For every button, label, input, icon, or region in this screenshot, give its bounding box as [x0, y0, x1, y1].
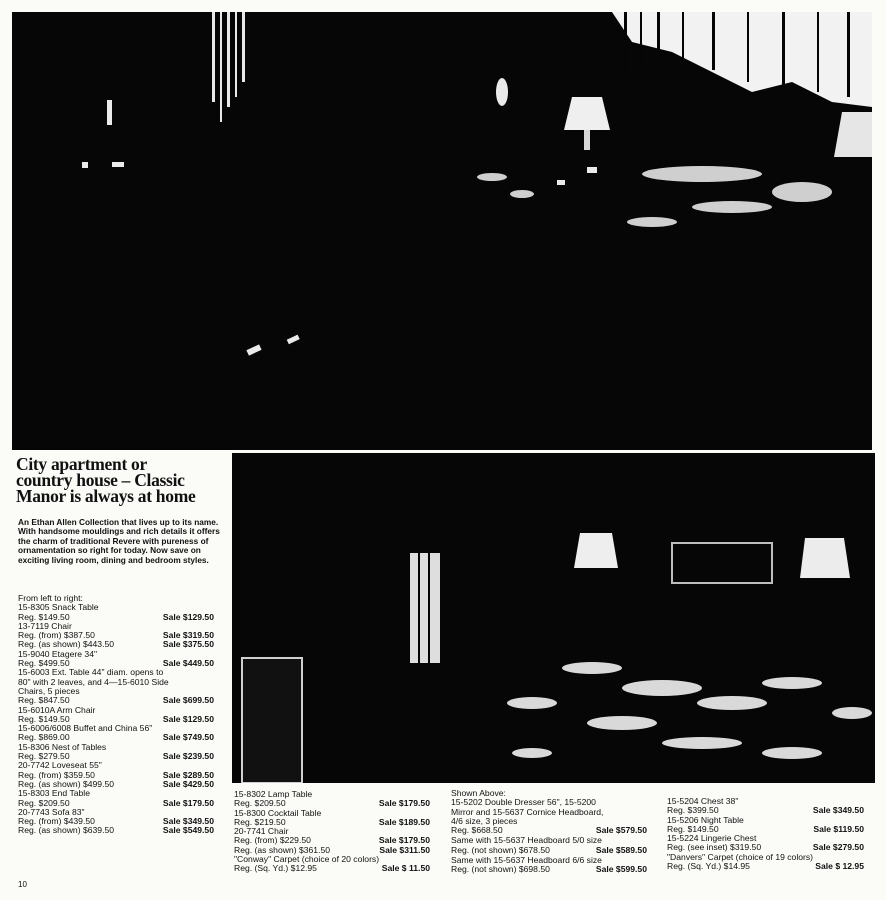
list-item: 15-6006/6008 Buffet and China 56" [18, 723, 153, 734]
sale-price: Sale $699.50 [162, 695, 214, 706]
price-list-left [18, 594, 214, 836]
regular-price: Reg. (as shown) $499.50 [18, 778, 115, 789]
bedroom-image [232, 453, 875, 783]
list-item: 20-7741 Chair [234, 826, 289, 837]
price-row [667, 862, 864, 871]
sale-price: Sale $429.50 [162, 778, 214, 789]
list-item: 15-9040 Etagere 34" [18, 648, 98, 659]
regular-price: Reg. (from) $229.50 [234, 835, 311, 846]
regular-price: Reg. $668.50 [451, 825, 503, 836]
list-item: 15-6003 Ext. Table 44" diam. opens to [18, 667, 164, 678]
sale-price: Sale $179.50 [162, 797, 214, 808]
list-item: 15-5206 Night Table [667, 814, 744, 825]
list-item: 13-7119 Chair [18, 620, 72, 631]
price-list-bedroom-2 [667, 797, 864, 871]
regular-price: Reg. $149.50 [18, 611, 70, 622]
list-item: Chairs, 5 pieces [18, 685, 80, 696]
regular-price: Reg. $399.50 [667, 805, 719, 816]
price-row [18, 826, 214, 835]
list-item: "Conway" Carpet (choice of 20 colors) [234, 854, 380, 865]
list-item: 20-7743 Sofa 83" [18, 806, 85, 817]
sale-price: Sale $239.50 [162, 751, 214, 762]
sale-price: Sale $279.50 [812, 842, 864, 853]
sale-price: Sale $179.50 [378, 835, 430, 846]
regular-price: Reg. (see inset) $319.50 [667, 842, 762, 853]
price-row [451, 865, 647, 874]
regular-price: Reg. (as shown) $639.50 [18, 825, 115, 836]
sale-price: Sale $ 12.95 [815, 861, 864, 872]
sale-price: Sale $349.50 [162, 816, 214, 827]
sale-price: Sale $589.50 [595, 844, 647, 855]
regular-price: Reg. (not shown) $698.50 [451, 864, 550, 875]
list-item: 15-5204 Chest 38" [667, 796, 739, 806]
regular-price: Reg. (as shown) $361.50 [234, 844, 331, 855]
list-item: 15-8303 End Table [18, 788, 90, 799]
list-item: 15-5202 Double Dresser 56", 15-5200 [451, 797, 596, 808]
list-lead: From left to right: [18, 593, 83, 603]
sale-price: Sale $319.50 [162, 630, 214, 641]
sale-price: Sale $129.50 [162, 713, 214, 724]
list-item: 80" with 2 leaves, and 4—15-6010 Side [18, 676, 169, 687]
price-row [451, 846, 647, 855]
regular-price: Reg. $149.50 [18, 713, 70, 724]
list-item: Shown Above: [451, 788, 506, 798]
price-list-living [234, 790, 430, 874]
page-number: 10 [18, 880, 27, 889]
sale-price: Sale $311.50 [379, 844, 430, 855]
regular-price: Reg. $279.50 [18, 751, 70, 762]
sale-price: Sale $119.50 [813, 823, 864, 834]
regular-price: Reg. $499.50 [18, 658, 70, 669]
price-list-bedroom [451, 789, 647, 875]
sale-price: Sale $579.50 [595, 825, 647, 836]
list-item: 15-8305 Snack Table [18, 602, 99, 613]
regular-price: Reg. $847.50 [18, 695, 70, 706]
regular-price: Reg. (as shown) $443.50 [18, 639, 115, 650]
regular-price: Reg. $149.50 [667, 823, 719, 834]
headline [16, 456, 230, 504]
list-item: Mirror and 15-5637 Cornice Headboard, [451, 806, 604, 817]
list-item: 15-8300 Cocktail Table [234, 807, 322, 818]
regular-price: Reg. $209.50 [18, 797, 70, 808]
regular-price: Reg. $219.50 [234, 816, 286, 827]
list-item: 15-8302 Lamp Table [234, 789, 313, 799]
regular-price: Reg. (Sq. Yd.) $14.95 [667, 861, 750, 872]
headline-line-3: Manor is always at home [16, 486, 196, 506]
living-room-image [12, 12, 872, 450]
list-item: 4/6 size, 3 pieces [451, 815, 518, 826]
list-item: 15-6010A Arm Chair [18, 704, 96, 715]
list-item: 15-5224 Lingerie Chest [667, 833, 757, 844]
price-row [234, 864, 430, 873]
sale-price: Sale $ 11.50 [381, 863, 430, 874]
list-item: Same with 15-5637 Headboard 5/0 size [451, 835, 602, 846]
list-item: Same with 15-5637 Headboard 6/6 size [451, 855, 602, 866]
sale-price: Sale $349.50 [812, 805, 864, 816]
intro-paragraph: An Ethan Allen Collection that lives up to its name. With handsome mouldings and rich details it offers the charm of traditional Revere with pureness of ornamentation so right for today. Now save on exciting living room, dining and bedroom styles. [18, 517, 220, 565]
sale-price: Sale $289.50 [162, 769, 214, 780]
sale-price: Sale $129.50 [162, 611, 214, 622]
regular-price: Reg. $869.00 [18, 732, 70, 743]
regular-price: Reg. $209.50 [234, 798, 286, 809]
price-row [451, 826, 647, 835]
sale-price: Sale $375.50 [162, 639, 214, 650]
headline-line-1: City apartment or [16, 454, 147, 474]
regular-price: Reg. (Sq. Yd.) $12.95 [234, 863, 317, 874]
sale-price: Sale $449.50 [162, 658, 214, 669]
sale-price: Sale $599.50 [595, 864, 647, 875]
regular-price: Reg. (from) $359.50 [18, 769, 95, 780]
regular-price: Reg. (from) $439.50 [18, 816, 95, 827]
regular-price: Reg. (not shown) $678.50 [451, 844, 550, 855]
headline-line-2: country house – Classic [16, 470, 185, 490]
sale-price: Sale $749.50 [162, 732, 214, 743]
list-item: 15-8306 Nest of Tables [18, 741, 107, 752]
sale-price: Sale $189.50 [378, 816, 430, 827]
living-room-photo [12, 12, 872, 450]
sale-price: Sale $549.50 [162, 825, 214, 836]
list-item: 20-7742 Loveseat 55" [18, 760, 102, 771]
bedroom-photo [232, 453, 875, 783]
list-item: "Danvers" Carpet (choice of 19 colors) [667, 851, 814, 862]
sale-price: Sale $179.50 [378, 798, 430, 809]
regular-price: Reg. (from) $387.50 [18, 630, 95, 641]
